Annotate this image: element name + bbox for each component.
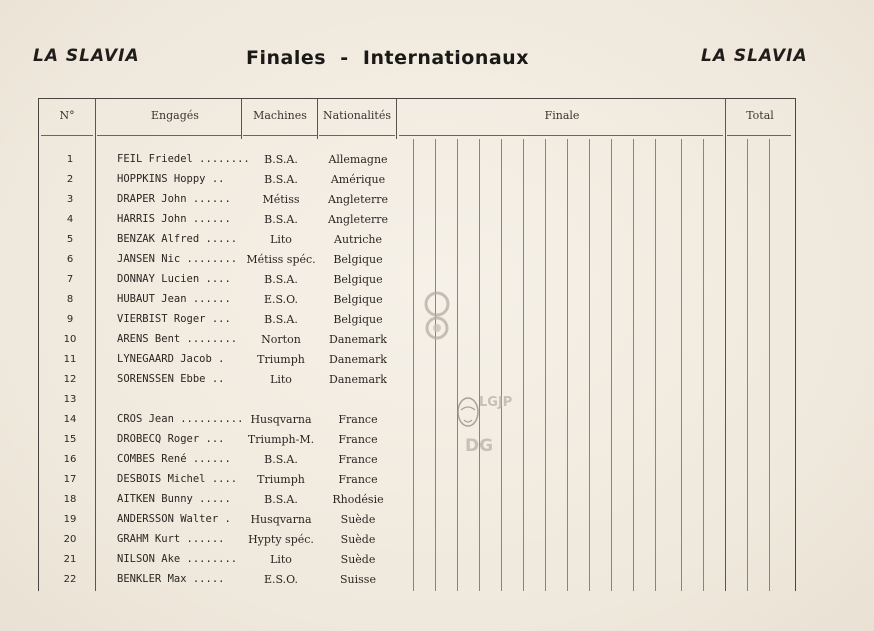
rider-machine: Métiss [262,193,300,206]
col-header-total: Total [746,109,774,122]
rider-nationality: Amérique [330,173,386,186]
rider-machine: Husqvarna [250,513,312,526]
rider-name: DRAPER John ...... [117,193,231,205]
row-number: 22 [63,574,77,585]
rider-nationality: Belgique [333,273,383,286]
rider-name: BENZAK Alfred ..... [117,233,238,245]
table-row [39,250,795,270]
col-header-machines: Machines [253,109,307,122]
stamp-initials-dg: DG [465,436,494,456]
table-row [39,530,795,550]
row-number: 1 [66,154,74,165]
rider-machine: Lito [270,233,292,246]
rider-machine: E.S.O. [263,293,299,306]
col-header-final: Finale [544,109,580,122]
row-number: 8 [66,294,74,305]
table-row [39,510,795,530]
rider-name: SORENSSEN Ebbe .. [117,373,225,385]
stamp-initials: LGJP [479,395,513,410]
row-number: 12 [63,374,77,385]
row-number: 15 [63,434,77,445]
rider-machine: Husqvarna [250,413,312,426]
collector-stamp [455,394,515,456]
column-rule [317,99,318,139]
rider-nationality: France [338,473,378,486]
header-underline [319,135,395,136]
rider-name: AITKEN Bunny ..... [117,493,231,505]
col-header-nationality: Nationalités [323,109,391,122]
rider-machine: B.S.A. [264,213,298,226]
brand-left: LA SLAVIA [33,46,140,66]
rider-name: HUBAUT Jean ...... [117,293,231,305]
rider-name: NILSON Ake ........ [117,553,238,565]
rider-name: ANDERSSON Walter . [117,513,231,525]
rider-nationality: Allemagne [328,153,388,166]
rider-machine: Triumph [257,353,305,366]
rider-nationality: France [338,433,378,446]
row-number: 9 [66,314,74,325]
rider-machine: B.S.A. [264,173,298,186]
table-row [39,370,795,390]
table-row [39,570,795,590]
row-number: 14 [63,414,77,425]
page-title: Finales - Internationaux [246,47,529,69]
header-underline [97,135,241,136]
table-row [39,230,795,250]
rider-machine: E.S.O. [263,573,299,586]
table-row [39,210,795,230]
rider-name: GRAHM Kurt ...... [117,533,225,545]
rider-machine: Hypty spéc. [248,533,314,546]
row-number: 6 [66,254,74,265]
row-number: 16 [63,454,77,465]
row-number: 10 [63,334,77,345]
rider-nationality: Danemark [329,333,387,346]
table-row [39,430,795,450]
rider-nationality: France [338,453,378,466]
rider-nationality: Suède [340,533,376,546]
rider-name: HOPPKINS Hoppy .. [117,173,225,185]
table-row [39,190,795,210]
rider-name: DROBECQ Roger ... [117,433,225,445]
rider-machine: Lito [270,373,292,386]
row-number: 17 [63,474,77,485]
row-number: 2 [66,174,74,185]
rider-machine: Métiss spéc. [246,253,316,266]
column-rule [396,99,397,139]
row-number: 11 [63,354,77,365]
rider-name: LYNEGAARD Jacob . [117,353,225,365]
table-row [39,450,795,470]
rider-name: HARRIS John ...... [117,213,231,225]
rider-nationality: Danemark [329,353,387,366]
rider-name: VIERBIST Roger ... [117,313,231,325]
portrait-sketch-icon [455,394,481,434]
table-row [39,150,795,170]
header-underline [399,135,723,136]
rider-nationality: Suède [340,553,376,566]
rider-nationality: Suisse [340,573,376,586]
table-row [39,390,795,410]
row-number: 21 [63,554,77,565]
rider-name: COMBES René ...... [117,453,231,465]
row-number: 3 [66,194,74,205]
table-row [39,170,795,190]
rider-machine: B.S.A. [264,313,298,326]
column-rule [241,99,242,139]
rider-name: DONNAY Lucien .... [117,273,231,285]
rider-nationality: Angleterre [327,193,389,206]
rider-machine: Norton [261,333,301,346]
row-number: 18 [63,494,77,505]
table-row [39,550,795,570]
header-underline [727,135,791,136]
table-row [39,270,795,290]
rider-machine: B.S.A. [264,153,298,166]
rider-machine: Triumph-M. [247,433,315,446]
column-rule [725,99,726,139]
col-header-riders: Engagés [151,109,199,122]
row-number: 20 [63,534,77,545]
rider-machine: Lito [270,553,292,566]
rider-name: DESBOIS Michel .... [117,473,238,485]
rider-name: FEIL Friedel ........ [117,153,250,165]
header-underline [243,135,317,136]
collector-emblem-icon [416,290,458,342]
rider-machine: B.S.A. [264,493,298,506]
rider-machine: B.S.A. [264,453,298,466]
rider-nationality: Belgique [333,313,383,326]
col-header-num: N° [59,109,75,122]
brand-right: LA SLAVIA [701,46,808,66]
rider-name: CROS Jean .......... [117,413,244,425]
table-row [39,350,795,370]
header-underline [41,135,93,136]
table-row [39,470,795,490]
row-number: 4 [66,214,74,225]
table-row [39,410,795,430]
rider-nationality: Belgique [333,293,383,306]
row-number: 5 [66,234,74,245]
rider-nationality: Danemark [329,373,387,386]
rider-machine: Triumph [257,473,305,486]
rider-nationality: Autriche [334,233,382,246]
rider-nationality: Suède [340,513,376,526]
rider-machine: B.S.A. [264,273,298,286]
rider-nationality: Rhodésie [332,493,384,506]
row-number: 13 [63,394,77,405]
row-number: 19 [63,514,77,525]
rider-nationality: Angleterre [327,213,389,226]
table-row [39,490,795,510]
rider-nationality: France [338,413,378,426]
rider-name: JANSEN Nic ........ [117,253,238,265]
rider-nationality: Belgique [333,253,383,266]
row-number: 7 [66,274,74,285]
results-table [38,98,796,591]
rider-name: BENKLER Max ..... [117,573,225,585]
rider-name: ARENS Bent ........ [117,333,238,345]
